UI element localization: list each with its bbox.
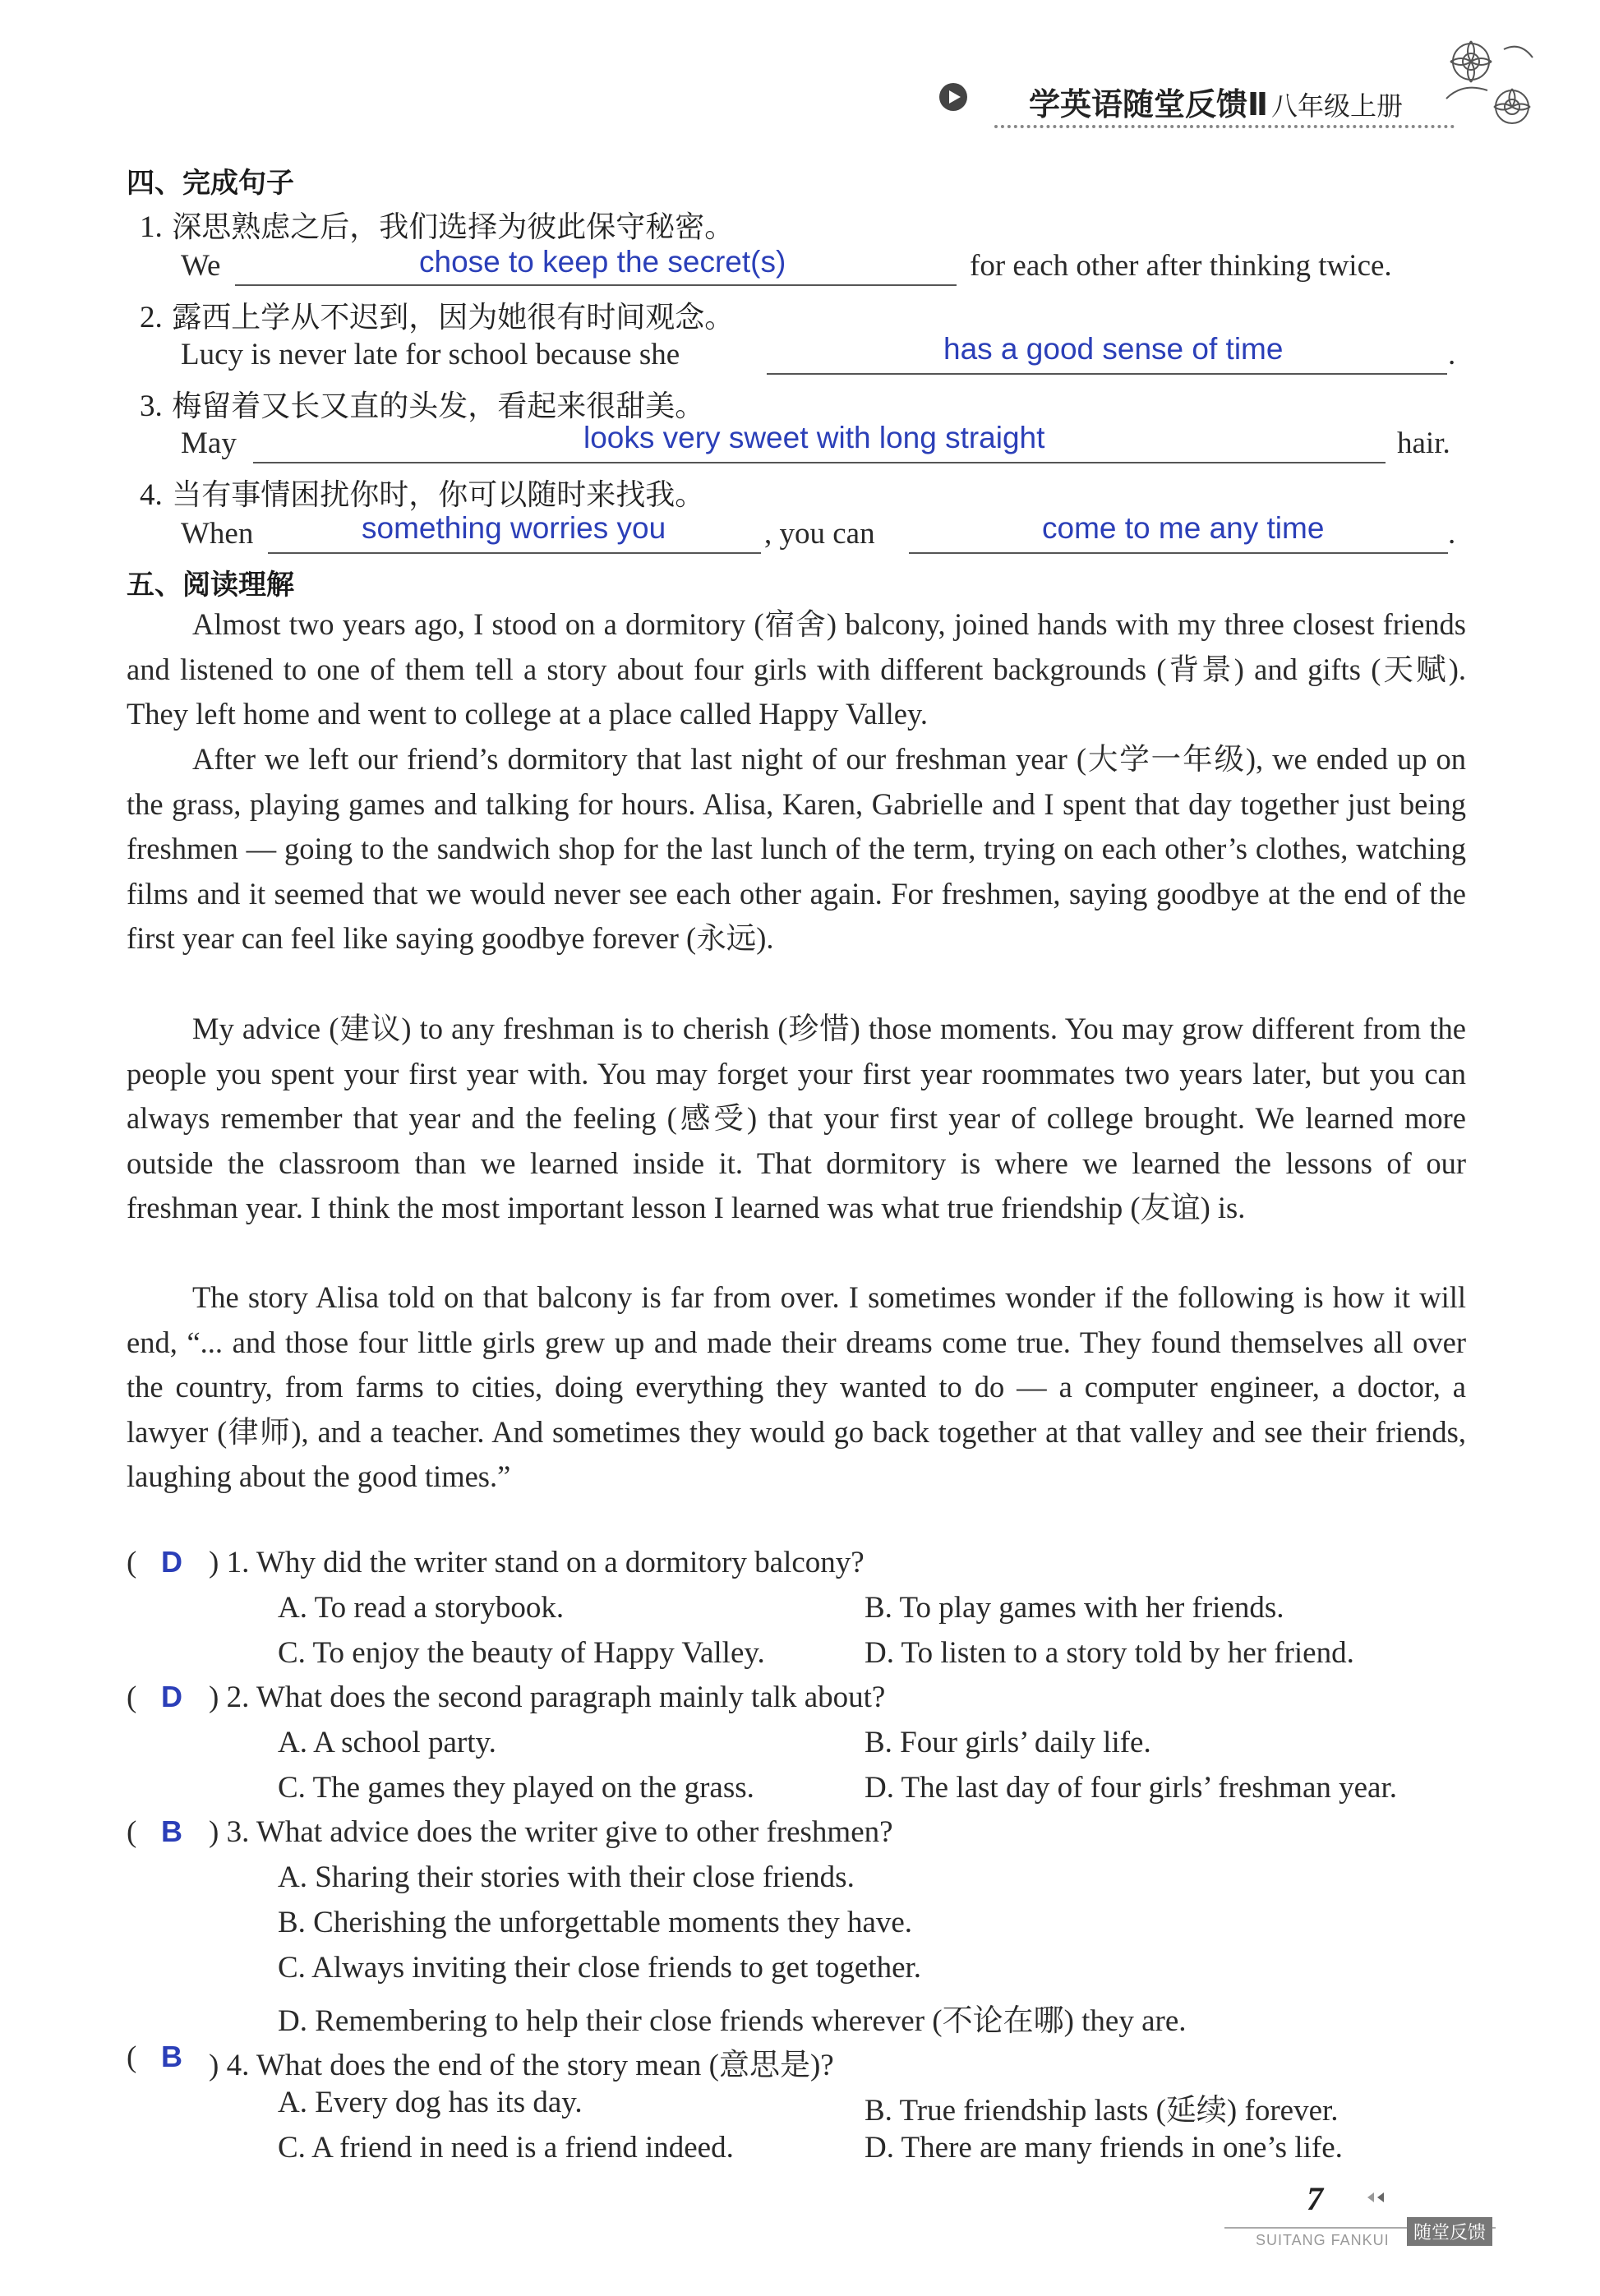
q1-open-paren: ( (127, 1546, 137, 1579)
q3-blank[interactable] (253, 462, 1386, 463)
q1-chinese: 1. 深思熟虑之后，我们选择为彼此保守秘密。 (140, 210, 735, 244)
q4-option-d: D. There are many friends in one’s life. (865, 2131, 1343, 2165)
q3-choice[interactable]: B (161, 1814, 182, 1848)
q4-suffix: . (1448, 517, 1456, 551)
q4-prefix: When (181, 517, 254, 551)
q4-choice[interactable]: B (161, 2040, 182, 2073)
q3-stem: ) 3. What advice does the writer give to other freshmen? (209, 1815, 893, 1849)
section5-heading: 五、阅读理解 (127, 569, 294, 602)
footer-brand-badge: 随堂反馈 (1407, 2217, 1492, 2246)
q4-option-c: C. A friend in need is a friend indeed. (278, 2131, 734, 2165)
q3-chinese: 3. 梅留着又长又直的头发，看起来很甜美。 (140, 390, 705, 423)
q2-choice[interactable]: D (161, 1680, 182, 1713)
q4-answer-2: come to me any time (1042, 511, 1325, 545)
q2-answer: has a good sense of time (943, 332, 1284, 366)
q3-open-paren: ( (127, 1815, 137, 1849)
q3-option-a: A. Sharing their stories with their close friends. (278, 1860, 855, 1894)
q1-option-c: C. To enjoy the beauty of Happy Valley. (278, 1636, 765, 1670)
q4-middle: , you can (764, 517, 875, 551)
header-dotted-rule (994, 125, 1455, 128)
q3-prefix: May (181, 426, 237, 460)
q4-blank-2[interactable] (909, 552, 1448, 554)
q3-option-c: C. Always inviting their close friends to get together. (278, 1951, 922, 1985)
q2-option-c: C. The games they played on the grass. (278, 1771, 754, 1805)
footer-arrow-icon (1364, 2191, 1389, 2204)
q1-stem: ) 1. Why did the writer stand on a dormitory balcony? (209, 1546, 865, 1579)
q3-suffix: hair. (1397, 426, 1450, 460)
header-title: 学英语随堂反馈Ⅱ 八年级上册 (1029, 88, 1404, 122)
q1-option-d: D. To listen to a story told by her friend. (865, 1636, 1354, 1670)
q2-suffix: . (1448, 338, 1456, 371)
header-flower-ornament-icon (1430, 25, 1545, 140)
q4-chinese: 4. 当有事情困扰你时，你可以随时来找我。 (140, 478, 705, 512)
q3-option-b: B. Cherishing the unforgettable moments they have. (278, 1906, 913, 1939)
q1-choice[interactable]: D (161, 1545, 182, 1579)
q2-stem: ) 2. What does the second paragraph mainly talk about? (209, 1681, 886, 1714)
q3-answer: looks very sweet with long straight (583, 421, 1045, 454)
header-subtitle: 八年级上册 (1271, 91, 1404, 121)
passage-paragraph-3: My advice (建议) to any freshman is to cherish (珍惜) those moments. You may grow different from the people you spent your first year with. You may forget your first year roommates two years later, but you can always remember that year and the feeling (感受) that your first year of college brought. We learned more outside the classroom than we learned inside it. That dormitory is where we learned the lessons of our freshman year. I think the most important lesson I learned was what true friendship (友谊) is. (127, 1012, 1466, 1224)
q2-option-a: A. A school party. (278, 1726, 496, 1759)
q2-blank[interactable] (767, 373, 1447, 375)
q4-stem: ) 4. What does the end of the story mean (意思是)? (209, 2049, 834, 2082)
page-number: 7 (1307, 2180, 1323, 2217)
footer-brand-pinyin: SUITANG FANKUI (1256, 2232, 1390, 2248)
q2-prefix: Lucy is never late for school because she (181, 338, 680, 371)
passage-paragraph-1: Almost two years ago, I stood on a dormitory (宿舍) balcony, joined hands with my three closest friends and listened to one of them tell a story about four girls with different backgrounds (背景) and gifts (天赋). They left home and went to college at a place called Happy Valley. (127, 607, 1466, 731)
q1-prefix: We (181, 249, 221, 283)
q1-blank[interactable] (235, 284, 957, 286)
q4-option-b: B. True friendship lasts (延续) forever. (865, 2094, 1339, 2128)
q1-option-a: A. To read a storybook. (278, 1591, 565, 1625)
q1-option-b: B. To play games with her friends. (865, 1591, 1284, 1625)
q4-blank-1[interactable] (268, 552, 761, 554)
header-play-icon (938, 82, 968, 112)
q2-chinese: 2. 露西上学从不迟到，因为她很有时间观念。 (140, 301, 735, 334)
q2-open-paren: ( (127, 1681, 137, 1714)
section4-heading: 四、完成句子 (127, 167, 294, 200)
q3-option-d: D. Remembering to help their close friends wherever (不论在哪) they are. (278, 2004, 1187, 2038)
q1-suffix: for each other after thinking twice. (970, 249, 1392, 283)
q2-option-b: B. Four girls’ daily life. (865, 1726, 1151, 1759)
q4-answer-1: something worries you (362, 511, 666, 545)
q4-open-paren: ( (127, 2040, 137, 2074)
q4-option-a: A. Every dog has its day. (278, 2086, 583, 2119)
q2-option-d: D. The last day of four girls’ freshman year. (865, 1771, 1397, 1805)
passage-paragraph-4: The story Alisa told on that balcony is far from over. I sometimes wonder if the following is how it will end, “... and those four little girls grew up and made their dreams come true. They found themselves all over the country, from farms to cities, doing everything they wanted to do — a computer engineer, a doctor, a lawyer (律师), and a teacher. And sometimes they would go back together at that valley and see their friends, laughing about the good times.” (127, 1280, 1466, 1493)
q1-answer: chose to keep the secret(s) (419, 245, 786, 279)
passage-paragraph-2: After we left our friend’s dormitory that last night of our freshman year (大学一年级), we ended up on the grass, playing games and talking for hours. Alisa, Karen, Gabrielle and I spent that day together just being freshmen — going to the sandwich shop for the last lunch of the term, trying on each other’s clothes, watching films and it seemed that we would never see each other again. For freshmen, saying goodbye at the end of the first year can feel like saying goodbye forever (永远). (127, 742, 1466, 955)
